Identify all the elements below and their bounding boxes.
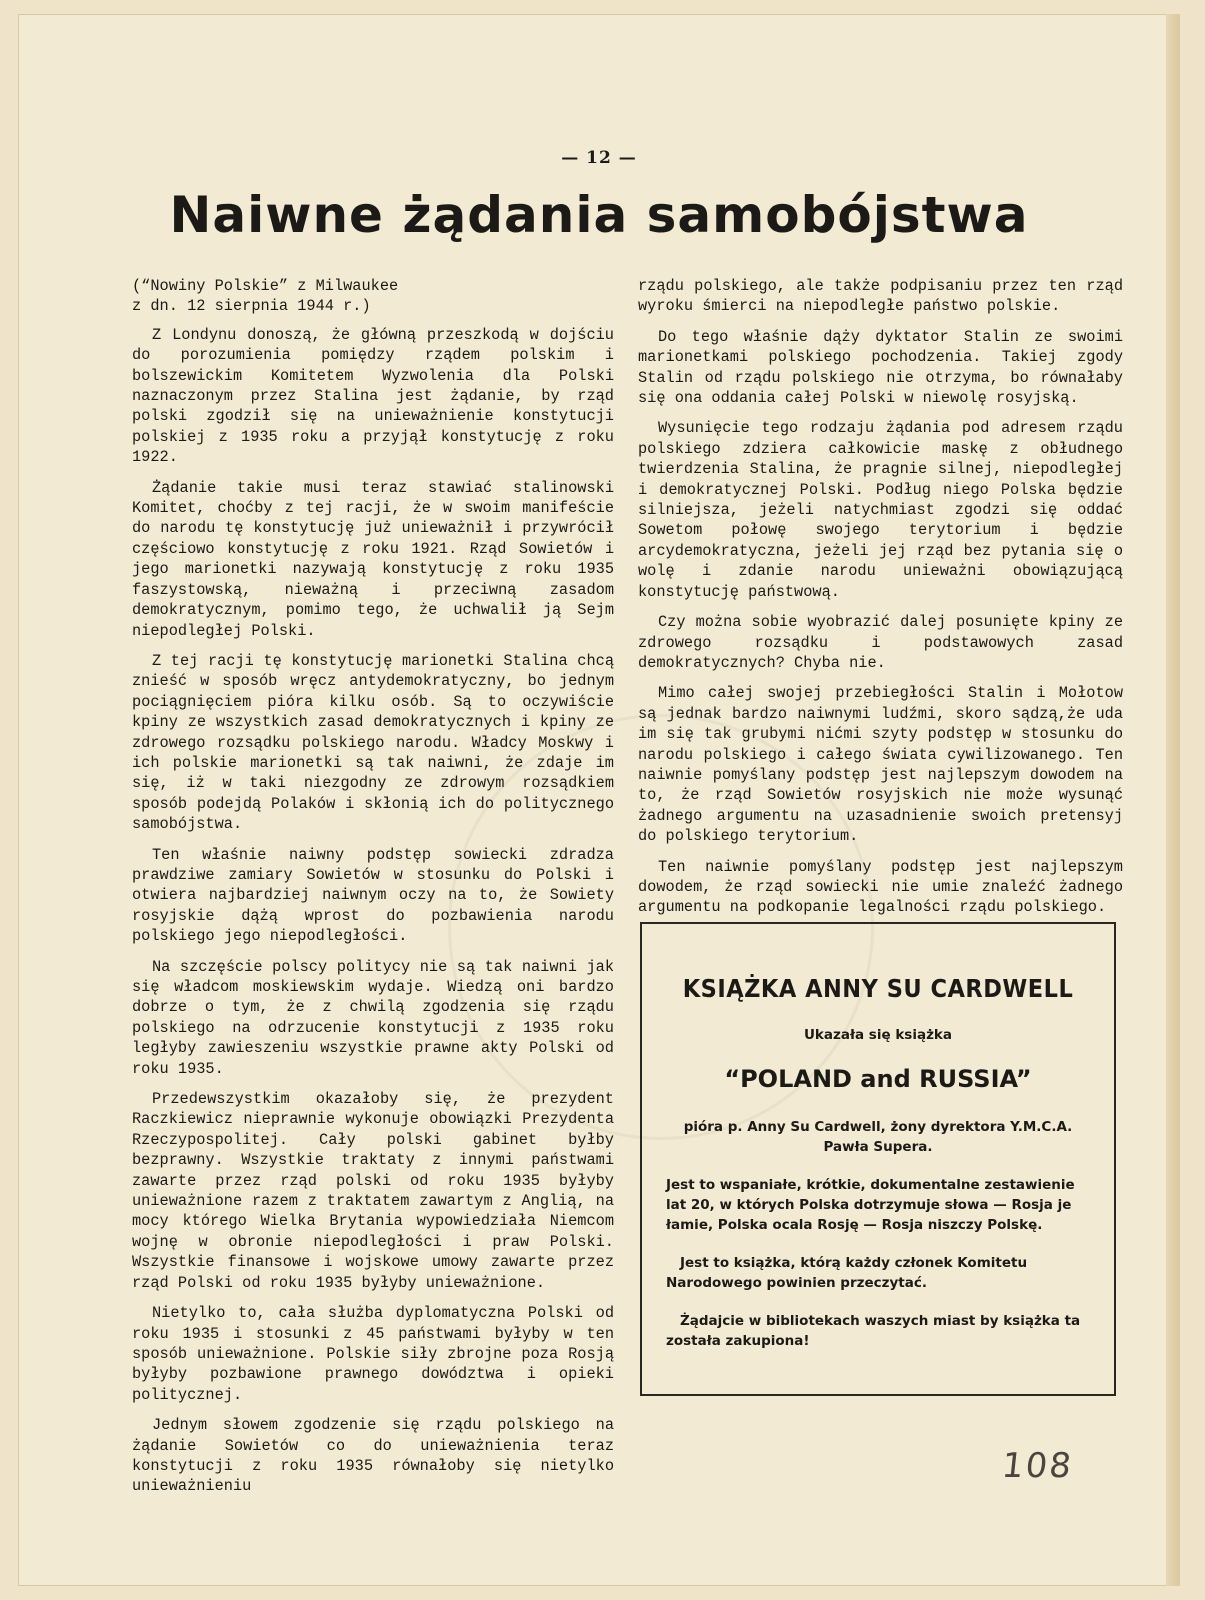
paragraph: Z tej racji tę konstytucję marionetki Stalina chcą znieść w sposób wręcz antydemokratyczny, bo jednym pociągnięciem pióra kilku osób. Są to oczywiście kpiny ze wszystkich zasad demokratycznych i kpiny ze zdrowego rozsądku polskiego narodu. Władcy Moskwy i ich polskie marionetki są tak naiwni, że zdaje im się, iż w taki niezgodny ze zdrowym rozsądkiem sposób podejdą Polaków i skłonią ich do politycznego samobójstwa.	[132, 651, 614, 834]
right-column	[638, 276, 1123, 928]
ad-author-line: pióra p. Anny Su Cardwell, żony dyrektora Y.M.C.A. Pawła Supera.	[683, 1119, 1073, 1155]
paragraph: Żądanie takie musi teraz stawiać stalinowski Komitet, choćby z tej racji, że w swoim manifeście do narodu tę konstytucję już unieważnił i przywrócił częściowo konstytucję z roku 1921. Rząd Sowietów i jego marionetki nazywają konstytucję z roku 1935 faszystowską, nieważną i przeciwną zasadom demokratycznym, pomimo tego, że uchwalił ją Sejm niepodległej Polski.	[132, 478, 614, 640]
paragraph: Z Londynu donoszą, że główną przeszkodą w dojściu do porozumienia pomiędzy rządem polskim i bolszewickim Komitetem Wyzwolenia dla Polski naznaczonym przez Stalina jest żądanie, by rząd polski zgodził się na unieważnienie konstytucji polskiej z 1935 roku a przyjął konstytucję z roku 1922.	[132, 325, 614, 467]
page-edge	[1166, 14, 1180, 1586]
handwritten-page-number: 108	[999, 1446, 1076, 1486]
ad-subtitle: Ukazała się książka	[803, 1027, 953, 1043]
ad-paragraph: Jest to wspaniałe, krótkie, dokumentalne zestawienie lat 20, w których Polska dotrzymuje słowa — Rosja je łamie, Polska ocala Rosję — Rosja niszczy Polskę.	[666, 1177, 1075, 1233]
ad-title: KSIĄŻKA ANNY SU CARDWELL	[682, 974, 1074, 1003]
page-number: — 12 —	[561, 148, 637, 168]
paragraph: Ten właśnie naiwny podstęp sowiecki zdradza prawdziwe zamiary Sowietów w stosunku do Polski i otwiera najbardziej naiwnym oczy na to, że Sowiety rosyjskie dążą wprost do pozbawienia narodu polskiego jego niepodległości.	[132, 845, 614, 946]
document-page	[18, 14, 1180, 1586]
paragraph: Mimo całej swojej przebiegłości Stalin i Mołotow są jednak bardzo naiwnymi ludźmi, skoro sądzą,że uda im się tak grubymi nićmi szyty podstęp w stosunku do narodu polskiego i całego świata cywilizowanego. Ten naiwnie pomyślany podstęp jest najlepszym dowodem na to, że rząd Sowietów rosyjskich nie może wysunąć żadnego argumentu na uzasadnienie swoich pretensyj do polskiego terytorium.	[638, 684, 1123, 846]
left-column	[132, 276, 614, 1507]
ad-paragraph: Jest to książka, którą każdy członek Komitetu Narodowego powinien przeczytać.	[666, 1255, 1028, 1291]
paragraph: Przedewszystkim okazałoby się, że prezydent Raczkiewicz nieprawnie wykonuje obowiązki Prezydenta Rzeczypospolitej. Cały polski gabinet byłby bezprawny. Wszystkie traktaty z innymi państwami zawarte przez rząd polski od roku 1935 byłyby unieważnione razem z traktatem zawartym z Anglią, na mocy którego Wielka Brytania wypowiedziała Niemcom wojnę w obronie niepodległości i praw Polski. Wszystkie finansowe i wojskowe umowy zawarte przez rząd Polski od roku 1935 byłyby unieważnione.	[132, 1090, 614, 1292]
paragraph: Na szczęście polscy politycy nie są tak naiwni jak się władcom moskiewskim wydaje. Wiedzą oni bardzo dobrze o tym, że z chwilą zgodzenia się rządu polskiego na odrzucenie konstytucji z 1935 roku ległyby zawieszeniu wszystkie prawne akty Polski od roku 1935.	[132, 957, 614, 1078]
paragraph: Czy można sobie wyobrazić dalej posunięte kpiny ze zdrowego rozsądku i podstawowych zasad demokratycznych? Chyba nie.	[638, 613, 1123, 672]
continued-paragraph: rządu polskiego, ale także podpisaniu przez ten rząd wyroku śmierci na niepodległe państwo polskie.	[638, 277, 1123, 316]
paragraph: Do tego właśnie dąży dyktator Stalin ze swoimi marionetkami polskiego pochodzenia. Takiej zgody Stalin od rządu polskiego nie otrzyma, bo równałaby się ona oddania całej Polski w niewolę rosyjską.	[638, 327, 1123, 408]
paragraph: Jednym słowem zgodzenie się rządu polskiego na żądanie Sowietów co do unieważnienia teraz konstytucji z roku 1935 równałoby się nietylko unieważnieniu	[132, 1416, 614, 1496]
paragraph: Ten naiwnie pomyślany podstęp jest najlepszym dowodem, że rząd sowiecki nie umie znaleźć żadnego argumentu na podkopanie legalności rządu polskiego.	[638, 857, 1123, 917]
source-citation	[132, 276, 614, 317]
source-line-1: (“Nowiny Polskie” z Milwaukee	[132, 277, 399, 295]
paragraph: Wysunięcie tego rodzaju żądania pod adresem rządu polskiego zdziera całkowicie maskę z obłudnego twierdzenia Stalina, że pragnie silnej, niepodległej i demokratycznej Polski. Podług niego Polska będzie silniejsza, jeżeli natychmiast zgodzi się oddać Sowetom połowę swojego terytorium i będzie arcydemokratyczna, jeżeli jej rząd bez pytania się o wolę i zdanie narodu unieważni obowiązującą konstytucję państwową.	[638, 419, 1123, 601]
ad-paragraph: Żądajcie w bibliotekach waszych miast by książka ta została zakupiona!	[666, 1313, 1081, 1349]
ad-book-title: “POLAND and RUSSIA”	[724, 1065, 1032, 1093]
book-advertisement	[640, 922, 1116, 1396]
source-line-2: z dn. 12 sierpnia 1944 r.)	[132, 297, 371, 316]
article-headline: Naiwne żądania samobójstwa	[169, 186, 1029, 244]
paragraph: Nietylko to, cała służba dyplomatyczna Polski od roku 1935 i stosunki z 45 państwami byłyby w ten sposób unieważnione. Polskie siły zbrojne poza Rosją byłyby pozbawione prawnego dowództwa i opieki politycznej.	[132, 1304, 614, 1404]
